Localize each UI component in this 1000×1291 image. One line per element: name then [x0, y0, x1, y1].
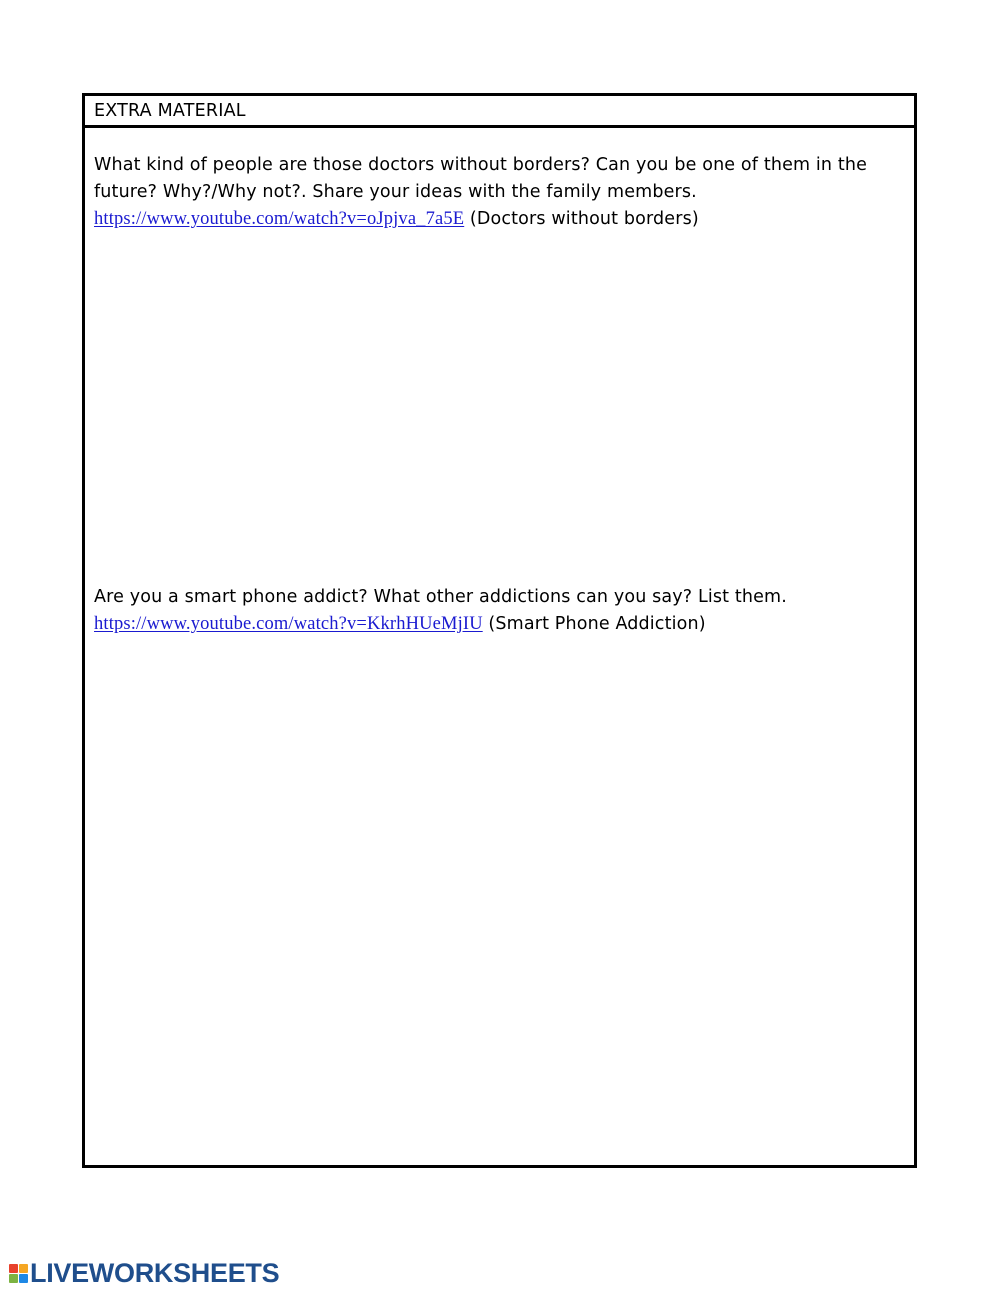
logo-text: LIVEWORKSHEETS: [30, 1258, 280, 1288]
logo-square-red: [9, 1264, 18, 1273]
youtube-link-doctors[interactable]: https://www.youtube.com/watch?v=oJpjva_7a5E: [94, 209, 465, 229]
liveworksheets-logo[interactable]: [9, 1259, 279, 1287]
link-caption: (Doctors without borders): [469, 209, 699, 229]
logo-square-orange: [19, 1264, 28, 1273]
video-link-row: [94, 611, 900, 638]
video-link-row: [94, 206, 900, 233]
question-text-line: Are you a smart phone addict? What other addictions can you say? List them.: [94, 587, 787, 607]
link-caption: (Smart Phone Addiction): [488, 614, 706, 634]
question-text-line: What kind of people are those doctors without borders? Can you be one of them in the: [94, 155, 868, 175]
logo-grid-icon: [9, 1264, 28, 1283]
worksheet-frame: [82, 93, 917, 1168]
question-block-smartphone: [94, 584, 900, 638]
question-text-line: future? Why?/Why not?. Share your ideas with the family members.: [94, 182, 697, 202]
logo-square-green: [9, 1274, 18, 1283]
logo-square-blue: [19, 1274, 28, 1283]
youtube-link-smartphone[interactable]: https://www.youtube.com/watch?v=KkrhHUeMjIU: [94, 614, 483, 634]
question-block-doctors: [94, 152, 900, 233]
section-header: EXTRA MATERIAL: [85, 96, 914, 128]
